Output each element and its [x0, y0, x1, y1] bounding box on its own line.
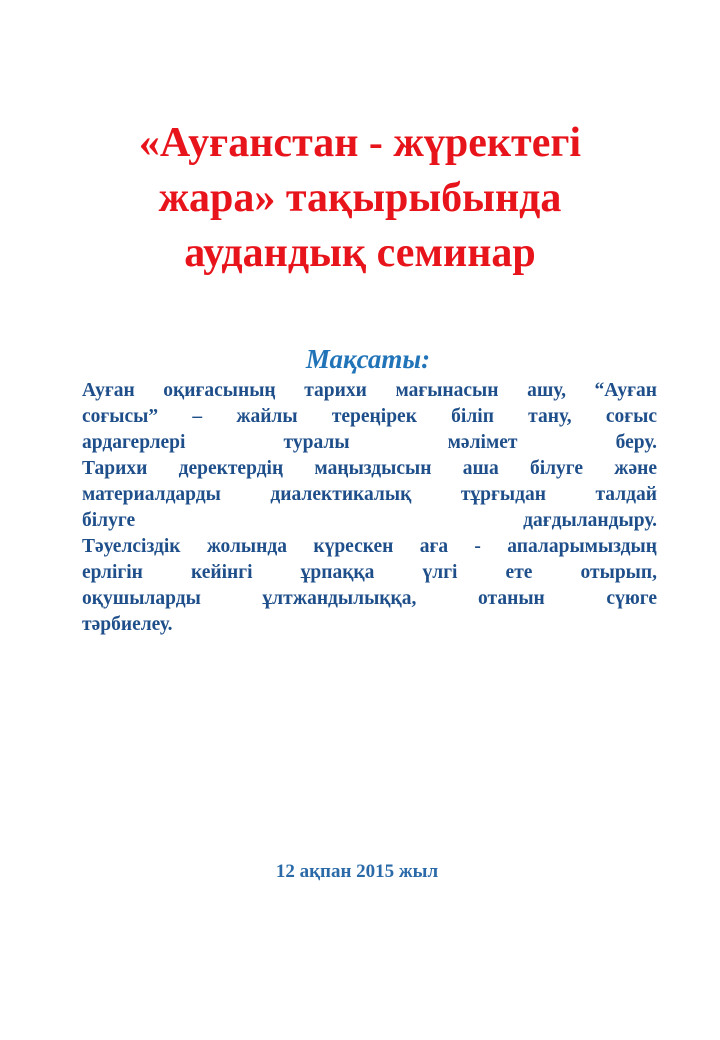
goal-line: ардагерлері туралы мәлімет беру. — [82, 432, 657, 453]
title-line-3: аудандық семинар — [184, 230, 536, 276]
goal-paragraph — [82, 378, 657, 638]
document-title — [60, 116, 660, 281]
goal-line: ерлігін кейінгі ұрпаққа үлгі ете отырып, — [82, 562, 657, 583]
title-line-1: «Ауғанстан - жүректегі — [138, 120, 582, 166]
goal-line: материалдарды диалектикалық тұрғыдан талдай — [82, 484, 657, 505]
goal-heading: Мақсаты: — [305, 344, 431, 374]
event-date: 12 ақпан 2015 жыл — [275, 861, 439, 882]
goal-line: тәрбиелеу. — [82, 614, 173, 635]
goal-line: соғысы” – жайлы тереңірек біліп тану, соғыс — [82, 406, 657, 427]
goal-line: оқушыларды ұлтжандылыққа, отанын сүюге — [82, 588, 657, 609]
goal-line: Ауған оқиғасының тарихи мағынасын ашу, “Ауған — [82, 380, 657, 401]
title-line-2: жара» тақырыбында — [158, 175, 562, 221]
goal-line: білуге дағдыландыру. — [82, 510, 657, 531]
goal-line: Тәуелсіздік жолында күрескен аға - апаларымыздың — [82, 536, 657, 557]
goal-line: Тарихи деректердің маңыздысын аша білуге және — [82, 458, 657, 479]
